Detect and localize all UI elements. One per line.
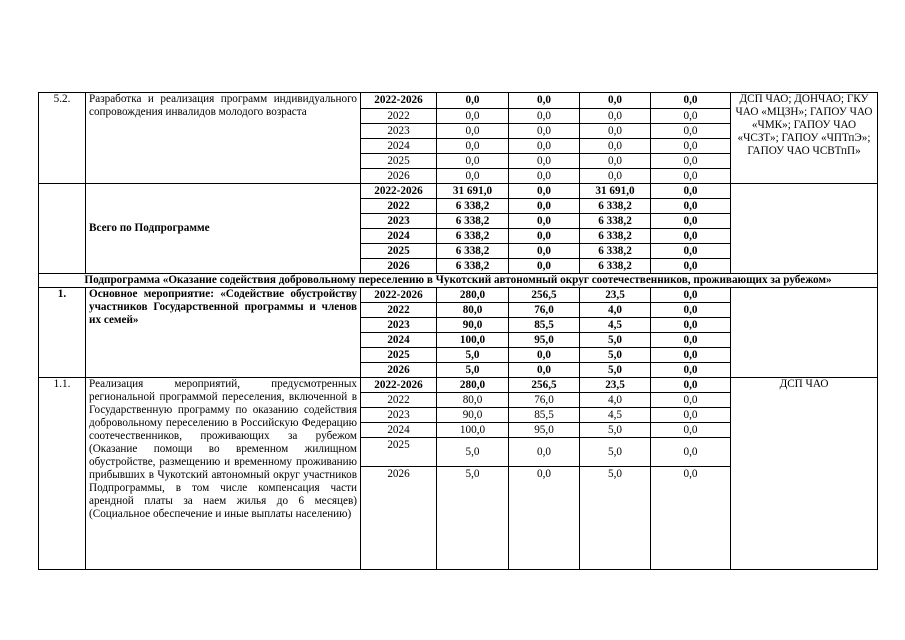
value-other: 0,0 [651,348,731,363]
value-regional: 6 338,2 [580,244,651,259]
value-regional: 6 338,2 [580,259,651,274]
value-regional: 0,0 [580,139,651,154]
year-cell: 2023 [361,214,437,229]
value-total: 6 338,2 [437,214,509,229]
value-other: 0,0 [651,169,731,184]
value-total: 90,0 [437,408,509,423]
value-federal: 0,0 [509,154,580,169]
value-other: 0,0 [651,214,731,229]
executors-empty [731,184,878,274]
value-other: 0,0 [651,199,731,214]
table-row [39,288,878,303]
value-total: 90,0 [437,318,509,333]
value-other: 0,0 [651,318,731,333]
value-total: 5,0 [437,467,509,570]
value-federal: 0,0 [509,259,580,274]
value-total: 6 338,2 [437,244,509,259]
year-cell: 2025 [361,438,437,467]
activity-name: Реализация мероприятий, предусмотренных региональной программой переселения, включенной в Государственную программу по оказанию содействия добровольному переселению в Российскую Федерацию соотечественников, проживающих за рубежом (Оказание помощи во временном жилищном обустройстве, размещению и временному проживанию прибывших в Чукотский автономный округ участников Подпрограммы, в том числе компенсация части арендной платы за наем жилья до 6 месяцев) (Социальное обеспечение и иные выплаты населению) [86,378,361,570]
year-cell: 2022-2026 [361,184,437,199]
value-regional: 23,5 [580,378,651,393]
year-cell: 2026 [361,363,437,378]
year-cell: 2026 [361,259,437,274]
value-other: 0,0 [651,408,731,423]
subprogram-title: Подпрограмма «Оказание содействия добровольному переселению в Чукотский автономный округ соотечественников, проживающих за рубежом» [39,274,878,288]
value-federal: 0,0 [509,438,580,467]
executors-empty [731,288,878,378]
year-cell: 2025 [361,154,437,169]
value-federal: 85,5 [509,318,580,333]
value-regional: 0,0 [580,124,651,139]
value-regional: 5,0 [580,423,651,438]
executors: ДСП ЧАО; ДОНЧАО; ГКУ ЧАО «МЦЗН»; ГАПОУ ЧАО «ЧМК»; ГАПОУ ЧАО «ЧСЗТ»; ГАПОУ «ЧПТпЭ»; ГАПОУ ЧАО ЧСВТпП» [731,93,878,184]
value-total: 80,0 [437,393,509,408]
value-other: 0,0 [651,423,731,438]
value-other: 0,0 [651,93,731,109]
value-regional: 31 691,0 [580,184,651,199]
value-federal: 76,0 [509,393,580,408]
value-federal: 95,0 [509,333,580,348]
value-regional: 5,0 [580,363,651,378]
value-regional: 0,0 [580,93,651,109]
year-cell: 2024 [361,229,437,244]
value-regional: 23,5 [580,288,651,303]
value-other: 0,0 [651,184,731,199]
year-cell: 2022 [361,199,437,214]
activity-name: Разработка и реализация программ индивидуального сопровождения инвалидов молодого возраста [86,93,361,184]
value-other: 0,0 [651,393,731,408]
value-other: 0,0 [651,244,731,259]
value-total: 5,0 [437,438,509,467]
value-federal: 0,0 [509,244,580,259]
value-total: 31 691,0 [437,184,509,199]
value-federal: 0,0 [509,467,580,570]
value-regional: 6 338,2 [580,229,651,244]
table-row [39,93,878,109]
value-regional: 0,0 [580,169,651,184]
year-cell: 2025 [361,244,437,259]
value-regional: 6 338,2 [580,214,651,229]
subprogram-row [39,274,878,288]
value-regional: 5,0 [580,348,651,363]
value-other: 0,0 [651,139,731,154]
value-regional: 0,0 [580,109,651,124]
value-federal: 0,0 [509,363,580,378]
value-total: 280,0 [437,378,509,393]
value-federal: 95,0 [509,423,580,438]
value-federal: 0,0 [509,109,580,124]
executors: ДСП ЧАО [731,378,878,570]
year-cell: 2024 [361,333,437,348]
value-other: 0,0 [651,378,731,393]
year-cell: 2023 [361,408,437,423]
value-other: 0,0 [651,288,731,303]
table-row [39,378,878,393]
table-row [39,184,878,199]
value-regional: 5,0 [580,467,651,570]
value-other: 0,0 [651,109,731,124]
year-cell: 2022-2026 [361,93,437,109]
value-total: 100,0 [437,333,509,348]
value-total: 0,0 [437,154,509,169]
value-total: 0,0 [437,124,509,139]
year-cell: 2023 [361,124,437,139]
value-federal: 0,0 [509,184,580,199]
value-federal: 0,0 [509,229,580,244]
year-cell: 2023 [361,318,437,333]
value-total: 280,0 [437,288,509,303]
value-regional: 4,0 [580,393,651,408]
year-cell: 2026 [361,169,437,184]
value-total: 6 338,2 [437,229,509,244]
row-number-empty [39,184,86,274]
year-cell: 2022-2026 [361,288,437,303]
value-other: 0,0 [651,259,731,274]
value-federal: 85,5 [509,408,580,423]
row-number: 1.1. [39,378,86,570]
value-regional: 4,0 [580,303,651,318]
value-other: 0,0 [651,467,731,570]
value-regional: 5,0 [580,333,651,348]
value-other: 0,0 [651,303,731,318]
value-regional: 5,0 [580,438,651,467]
value-total: 0,0 [437,109,509,124]
value-other: 0,0 [651,333,731,348]
value-regional: 4,5 [580,408,651,423]
year-cell: 2024 [361,423,437,438]
value-federal: 0,0 [509,348,580,363]
value-total: 5,0 [437,348,509,363]
year-cell: 2025 [361,348,437,363]
total-label: Всего по Подпрограмме [86,184,361,274]
value-total: 0,0 [437,169,509,184]
value-other: 0,0 [651,229,731,244]
value-regional: 0,0 [580,154,651,169]
value-total: 0,0 [437,93,509,109]
value-other: 0,0 [651,438,731,467]
value-total: 80,0 [437,303,509,318]
value-federal: 0,0 [509,169,580,184]
value-federal: 256,5 [509,378,580,393]
row-number: 1. [39,288,86,378]
value-total: 6 338,2 [437,259,509,274]
value-other: 0,0 [651,124,731,139]
year-cell: 2022 [361,303,437,318]
value-federal: 0,0 [509,93,580,109]
year-cell: 2024 [361,139,437,154]
year-cell: 2022 [361,393,437,408]
value-federal: 0,0 [509,214,580,229]
value-federal: 76,0 [509,303,580,318]
value-federal: 0,0 [509,199,580,214]
row-number: 5.2. [39,93,86,184]
value-total: 100,0 [437,423,509,438]
value-other: 0,0 [651,363,731,378]
value-regional: 6 338,2 [580,199,651,214]
value-other: 0,0 [651,154,731,169]
value-total: 6 338,2 [437,199,509,214]
value-total: 0,0 [437,139,509,154]
activity-name: Основное мероприятие: «Содействие обустройству участников Государственной программы и членов их семей» [86,288,361,378]
year-cell: 2026 [361,467,437,570]
value-federal: 256,5 [509,288,580,303]
year-cell: 2022-2026 [361,378,437,393]
value-federal: 0,0 [509,139,580,154]
value-total: 5,0 [437,363,509,378]
program-table [38,92,878,570]
value-federal: 0,0 [509,124,580,139]
year-cell: 2022 [361,109,437,124]
value-regional: 4,5 [580,318,651,333]
